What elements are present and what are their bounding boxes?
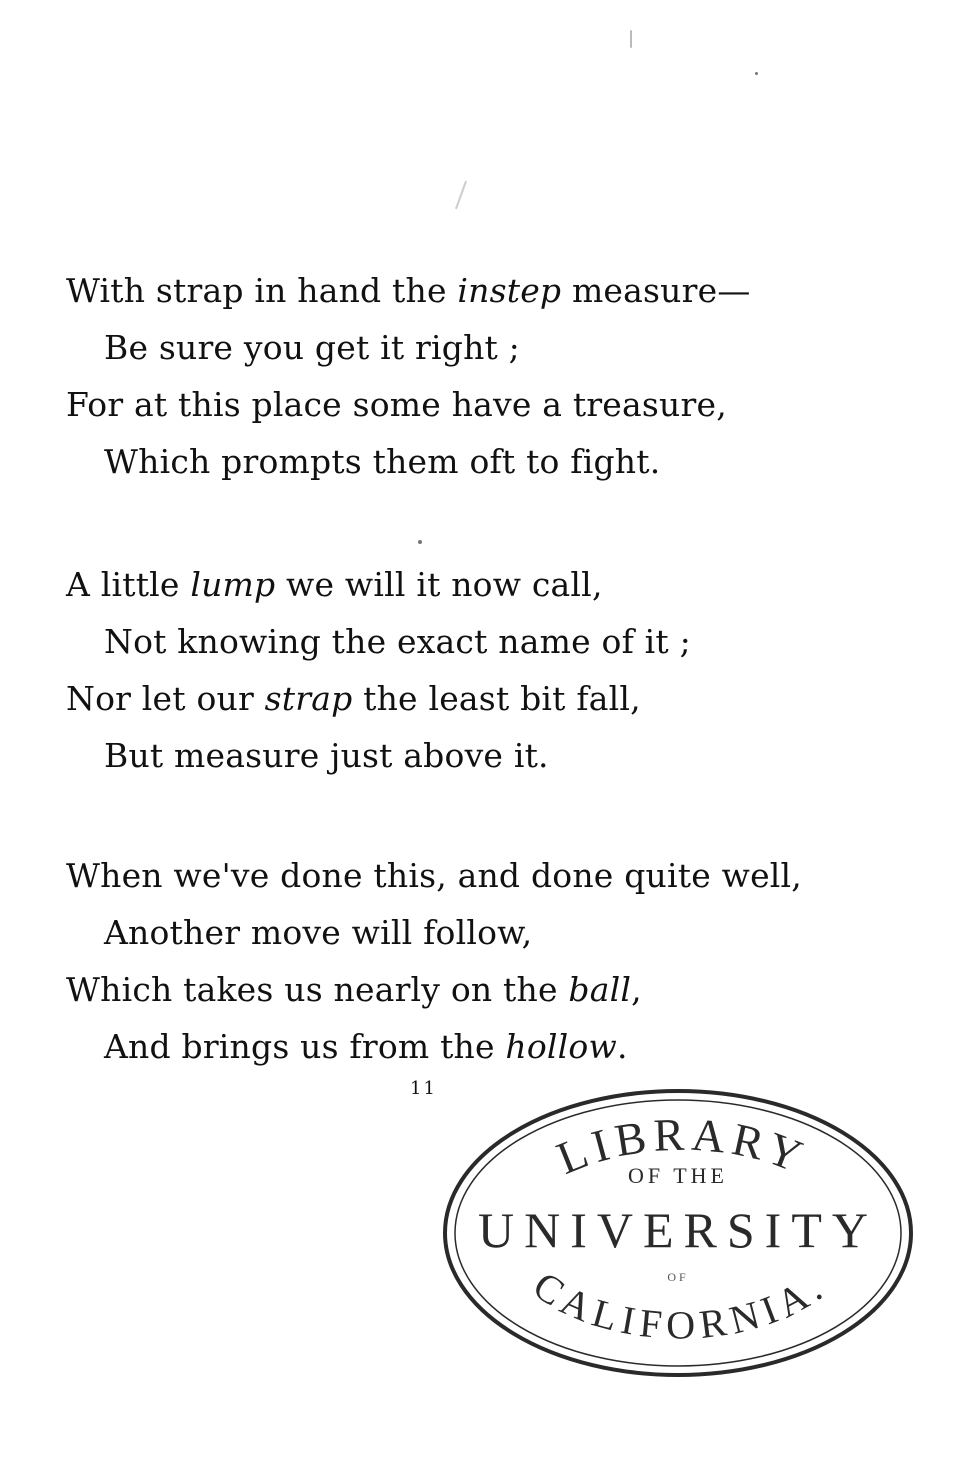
stanza-1 <box>66 262 886 490</box>
signature-mark: 11 <box>410 1078 437 1099</box>
poem-line: When we've done this, and done quite well, <box>66 856 802 895</box>
paper-speck <box>630 30 632 48</box>
poem-line: Another move will follow, <box>104 913 533 952</box>
poem-line: Which prompts them oft to fight. <box>104 442 661 481</box>
stamp-middle-text: OF THE <box>628 1163 728 1188</box>
paper-speck <box>455 181 467 210</box>
poem-line: Not knowing the exact name of it ; <box>104 622 691 661</box>
stamp-main-text: UNIVERSITY <box>478 1202 878 1258</box>
poem-line: But measure just above it. <box>104 736 549 775</box>
stanza-3 <box>66 847 886 1075</box>
stamp-bottom-text: CALIFORNIA. <box>525 1262 835 1348</box>
poem-line: For at this place some have a treasure, <box>66 385 727 424</box>
paper-speck <box>755 72 758 75</box>
library-stamp <box>440 1085 920 1385</box>
poem-line: And brings us from the hollow. <box>104 1027 628 1066</box>
stamp-small-text: OF <box>667 1270 689 1284</box>
poem-line: With strap in hand the instep measure— <box>66 271 751 310</box>
poem-line: Be sure you get it right ; <box>104 328 520 367</box>
poem-line: A little lump we will it now call, <box>66 565 603 604</box>
paper-speck <box>418 540 422 544</box>
poem-line: Nor let our strap the least bit fall, <box>66 679 641 718</box>
poem-line: Which takes us nearly on the ball, <box>66 970 642 1009</box>
stamp-top-text: LIBRARY <box>549 1108 815 1184</box>
stanza-2 <box>66 556 886 784</box>
